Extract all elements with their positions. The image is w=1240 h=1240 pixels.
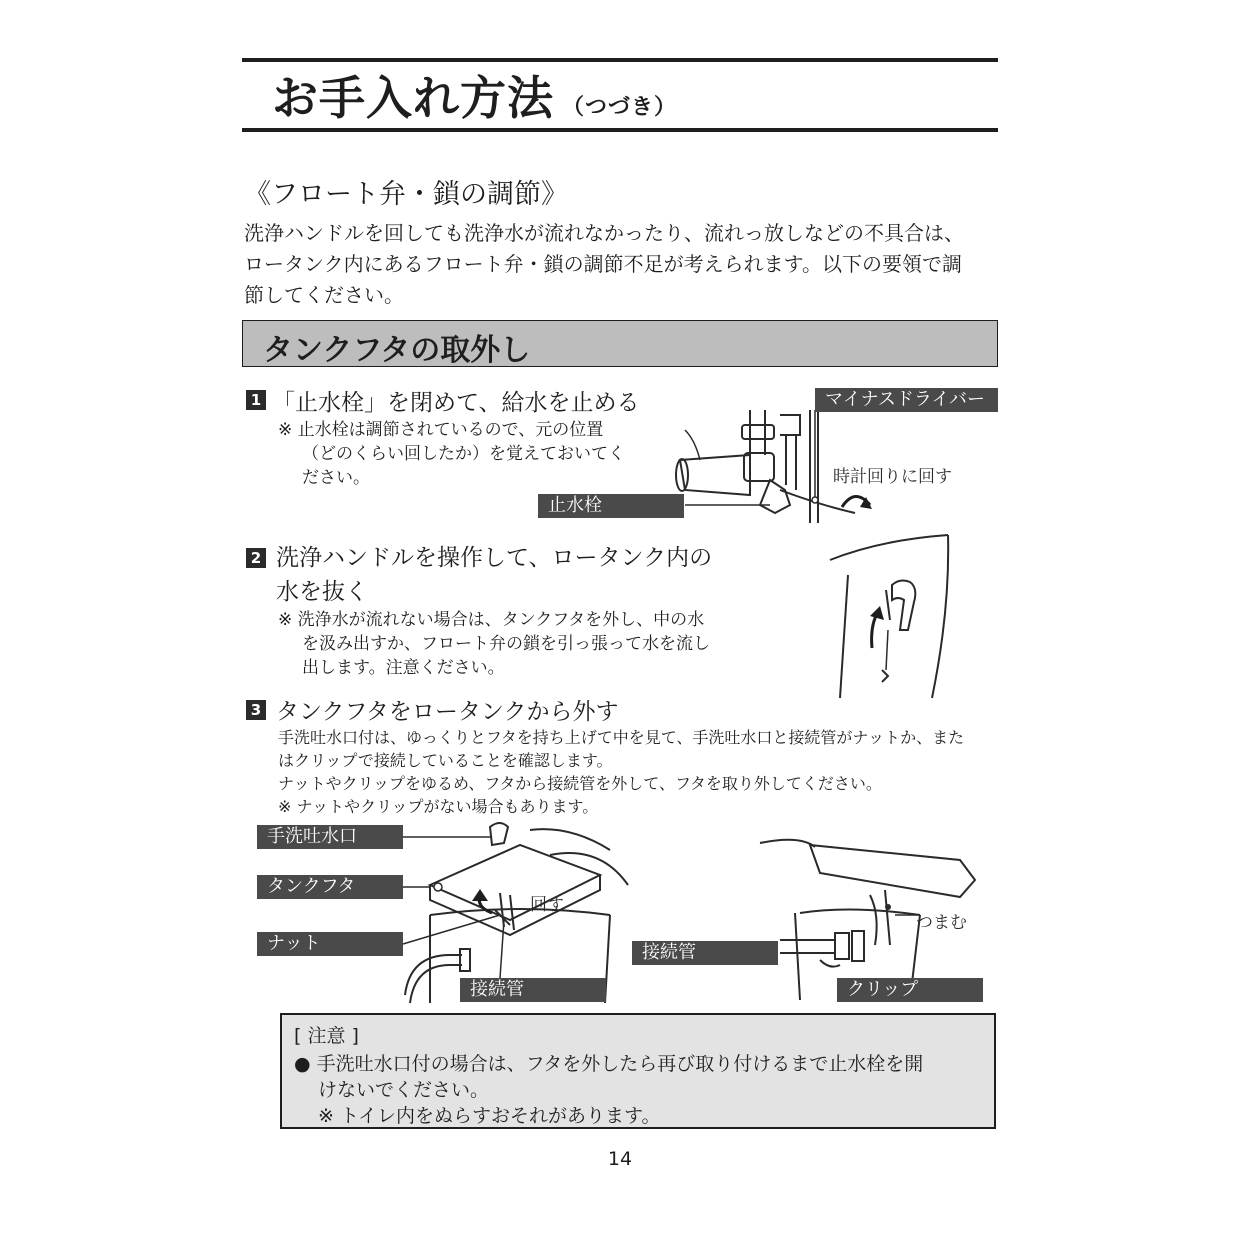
note-line: （どのくらい回したか）を覚えておいてく: [302, 444, 625, 464]
step-3-body: [278, 726, 964, 818]
body-line: はクリップで接続していることを確認します。: [278, 751, 613, 770]
label-tank-lid: タンクフタ: [257, 875, 403, 899]
section-heading: 《フロート弁・鎖の調節》: [244, 179, 568, 210]
note-line: 出します。注意ください。: [302, 658, 505, 678]
text-turn-clockwise: 時計回りに回す: [833, 467, 952, 487]
page-title-main: お手入れ方法: [272, 71, 554, 125]
intro-line: ロータンク内にあるフロート弁・鎖の調節不足が考えられます。以下の要領で調: [244, 252, 962, 276]
header-bottom-rule: [242, 128, 998, 132]
note-line: ※ 止水栓は調節されているので、元の位置: [278, 420, 604, 440]
body-line: 手洗吐水口付は、ゆっくりとフタを持ち上げて中を見て、手洗吐水口と接続管がナットか、また: [278, 728, 965, 747]
step-2-number: 2: [246, 548, 266, 568]
caution-box: [280, 1013, 996, 1129]
step-1-title: 「止水栓」を閉めて、給水を止める: [272, 390, 640, 416]
caution-line: けないでください。: [318, 1079, 490, 1101]
body-line: ※ ナットやクリップがない場合もあります。: [278, 797, 599, 816]
intro-line: 洗浄ハンドルを回しても洗浄水が流れなかったり、流れっ放しなどの不具合は、: [244, 221, 964, 245]
step-2-title: [276, 541, 712, 609]
caution-line: ※ トイレ内をぬらすおそれがあります。: [318, 1105, 661, 1127]
step-1-number: 1: [246, 390, 266, 410]
step-2-note: [278, 608, 710, 680]
label-screwdriver: マイナスドライバー: [815, 388, 998, 412]
page-title: [272, 62, 677, 128]
note-line: ださい。: [302, 468, 370, 488]
label-connecting-pipe-2: 接続管: [632, 941, 778, 965]
caution-line: ● 手洗吐水口付の場合は、フタを外したら再び取り付けるまで止水栓を開: [294, 1053, 924, 1075]
leader-lines-left: [400, 830, 520, 990]
page-title-sub: （つづき）: [562, 95, 678, 120]
caution-heading: [ 注意 ]: [294, 1025, 359, 1047]
label-nut: ナット: [257, 932, 403, 956]
page-number: 14: [607, 1148, 633, 1170]
text-pinch: つまむ: [916, 913, 967, 933]
step-2-title-line: 水を抜く: [276, 579, 368, 605]
flush-handle-illustration: [820, 530, 960, 700]
section-intro: [244, 218, 1000, 311]
note-line: ※ 洗浄水が流れない場合は、タンクフタを外し、中の水: [278, 610, 705, 630]
body-line: ナットやクリップをゆるめ、フタから接続管を外して、フタを取り外してください。: [278, 774, 882, 793]
text-turn: 回す: [530, 895, 564, 915]
note-line: を汲み出すか、フロート弁の鎖を引っ張って水を流し: [302, 634, 710, 654]
label-connecting-pipe: 接続管: [460, 978, 606, 1002]
step-1-note: [278, 418, 625, 490]
step-3-title: タンクフタをロータンクから外す: [276, 699, 619, 725]
label-stop-valve: 止水栓: [538, 494, 684, 518]
subsection-title: タンクフタの取外し: [263, 333, 531, 368]
step-2-title-line: 洗浄ハンドルを操作して、ロータンク内の: [276, 545, 713, 571]
caution-text: [294, 1051, 923, 1129]
label-clip: クリップ: [837, 978, 983, 1002]
step-3-number: 3: [246, 700, 266, 720]
subsection-bar: [242, 320, 998, 367]
intro-line: 節してください。: [244, 283, 404, 307]
label-hand-faucet: 手洗吐水口: [257, 825, 403, 849]
